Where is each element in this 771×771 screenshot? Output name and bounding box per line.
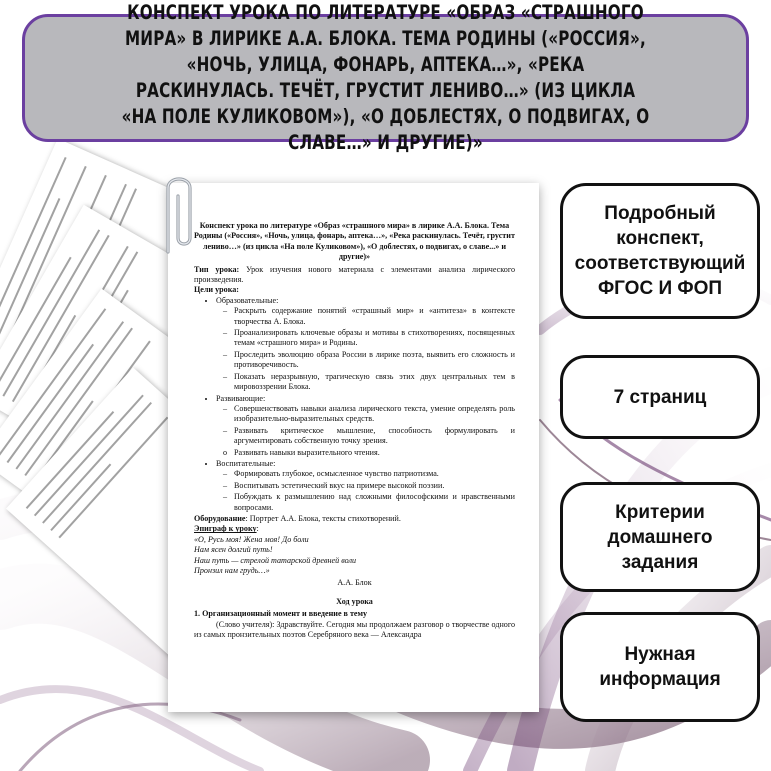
list-item: – Проследить эволюцию образа России в лирике поэта, выявить его сложность и противоречивость. [234,350,515,371]
intro-paragraph: (Слово учителя): Здравствуйте. Сегодня мы продолжаем разговор о творчестве одного из самых пронзительных поэтов Серебряного века — Александра [194,619,515,640]
epigraph-line: Нам ясен долгий путь! [194,545,273,555]
feature-card-detailed-plan: Подробный конспект, соответствующий ФГОС И ФОП [560,183,760,319]
goal-group-edu: • Образовательные: – Раскрыть содержание понятий «страшный мир» и «антитеза» в контексте творчества А. Блока. – Проанализировать ключевые образы и мотивы в стихотворениях, посвященных темам «страшного мира» и Родины. – Проследить эволюцию образа России в лирике поэта, выявить его сложность и противоречивость. – Показать неразрывную, трагическую связь этих двух центральных тем в мировоззрении Блока. [216,296,515,393]
list-item: – Побуждать к размышлению над сложными философскими и нравственными вопросами. [234,492,515,513]
goal-group-upb: • Воспитательные: – Формировать глубокое, осмысленное чувство патриотизма. – Воспитывать эстетический вкус на примере высокой поэзии. – Побуждать к размышлению над сложными философскими и нравственными вопросами. [216,459,515,513]
section-heading: 1. Организационный момент и введение в тему [194,609,368,619]
goals-list [194,296,515,513]
epigraph-line: Наш путь — стрелой татарской древней воли [194,555,357,565]
document-page [168,183,539,712]
goal-group-dev: • Развивающие: – Совершенствовать навыки анализа лирического текста, умение определять роль изобразительно-выразительных средств. – Развивать критическое мышление, способность формулировать и аргументировать собственную точку зрения. o Развивать навыки выразительного чтения. [216,394,515,458]
course-heading: Ход урока [336,596,373,606]
list-item: o Развивать навыки выразительного чтения. [234,448,515,458]
lesson-type: Тип урока: Урок изучения нового материала с элементами анализа лирического произведения. [194,264,515,285]
feature-card-useful-info: Нужная информация [560,612,760,722]
equipment: Оборудование: Портрет А.А. Блока, тексты стихотворений. [194,513,401,523]
list-item: – Развивать критическое мышление, способность формулировать и аргументировать собственную точку зрения. [234,426,515,447]
epigraph-line: «О, Русь моя! Жена моя! До боли [194,534,309,544]
list-item: – Проанализировать ключевые образы и мотивы в стихотворениях, посвященных темам «страшного мира» и Родины. [234,328,515,349]
goals-heading: Цели урока: [194,285,239,295]
banner-title: КОНСПЕКТ УРОКА ПО ЛИТЕРАТУРЕ «ОБРАЗ «СТРАШНОГО МИРА» В ЛИРИКЕ А.А. БЛОКА. ТЕМА РОДИНЫ («РОССИЯ», «НОЧЬ, УЛИЦА, ФОНАРЬ, АПТЕКА…», «РЕКА РАСКИНУЛАСЬ. ТЕЧЁТ, ГРУСТИТ ЛЕНИВО…» (ИЗ ЦИКЛА «НА ПОЛЕ КУЛИКОВОМ»), «О ДОБЛЕСТЯХ, О ПОДВИГАХ, О СЛАВЕ…» И ДРУГИЕ)» [121,1,650,154]
list-item: – Совершенствовать навыки анализа лирического текста, умение определять роль изобразительно-выразительных средств. [234,404,515,425]
feature-card-homework-criteria: Критерии домашнего задания [560,482,760,592]
title-banner [22,1,749,154]
epigraph-line: Пронзил нам грудь…» [194,566,270,575]
epigraph-heading: Эпиграф к уроку: [194,524,259,534]
feature-card-pages: 7 страниц [560,355,760,439]
paperclip-icon [150,168,210,258]
list-item: – Формировать глубокое, осмысленное чувство патриотизма. [234,469,515,479]
list-item: – Раскрыть содержание понятий «страшный мир» и «антитеза» в контексте творчества А. Блока. [234,306,515,327]
list-item: – Воспитывать эстетический вкус на примере высокой поэзии. [234,481,515,491]
list-item: – Показать неразрывную, трагическую связь этих двух центральных тем в мировоззрении Блока. [234,372,515,393]
epigraph-signature: А.А. Блок [337,578,372,588]
doc-title: Конспект урока по литературе «Образ «страшного мира» в лирике А.А. Блока. Тема Родины («Россия», «Ночь, улица, фонарь, аптека…», «Река раскинулась. Течёт, грустит лениво…» (из цикла «На поле Куликовом»), «О доблестях, о подвигах, о славе...» и другие)» [194,221,515,262]
